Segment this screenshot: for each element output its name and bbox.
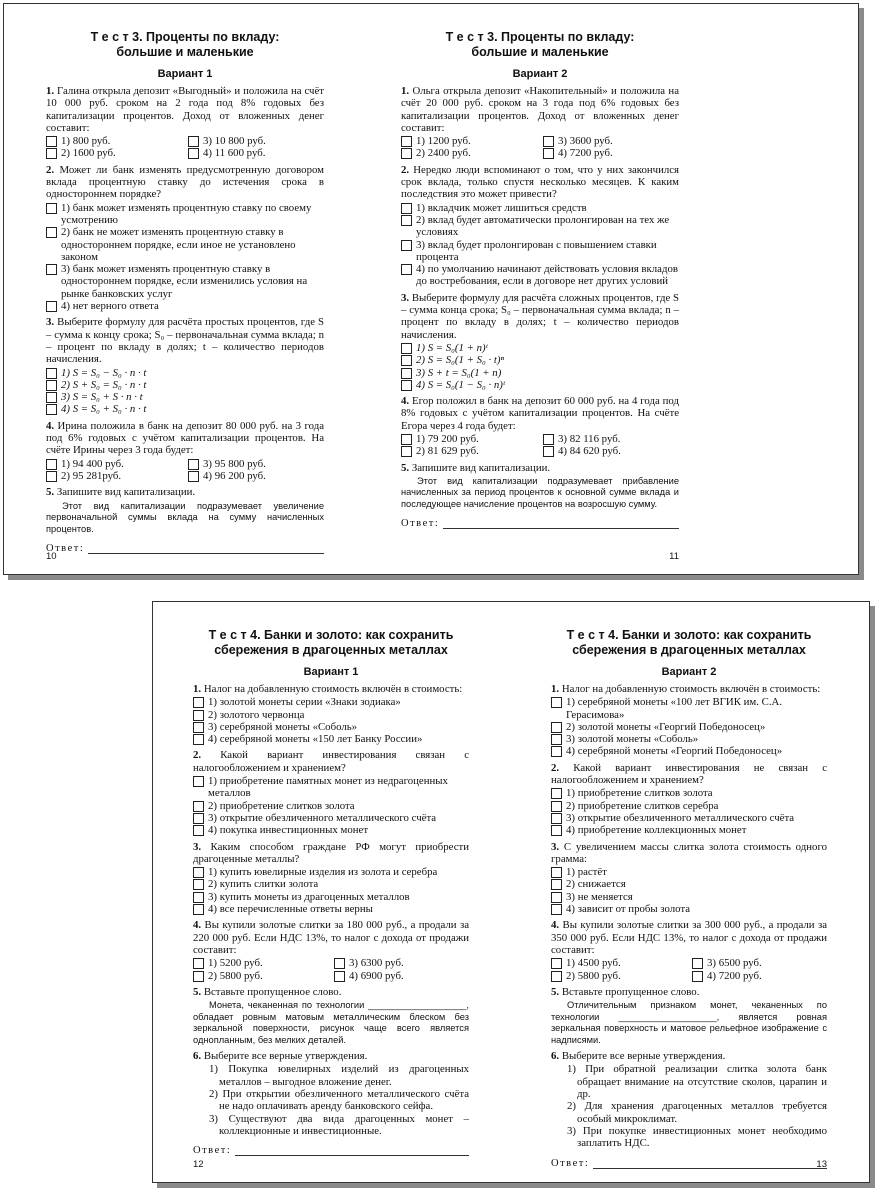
checkbox[interactable] bbox=[401, 380, 412, 391]
answer-line[interactable] bbox=[443, 518, 679, 529]
option[interactable]: 4) S = S₀(1 − S₀ · n)ᵗ bbox=[401, 379, 679, 391]
checkbox[interactable] bbox=[193, 867, 204, 878]
option[interactable]: 3) 82 116 руб. bbox=[543, 433, 679, 445]
question-2: 2. Какой вариант инвестирования связан с налогообложением и хранением? bbox=[193, 749, 469, 774]
option[interactable]: 4) 7200 руб. bbox=[543, 147, 679, 159]
option[interactable]: 1) вкладчик может лишиться средств bbox=[401, 202, 679, 214]
options-q1 bbox=[401, 135, 679, 160]
question-3: 3. Каким способом граждане РФ могут приобрести драгоценные металлы? bbox=[193, 840, 469, 865]
option[interactable]: 3) S = S₀ + S · n · t bbox=[46, 391, 324, 403]
checkbox[interactable] bbox=[551, 697, 562, 708]
option[interactable]: 1) серебряной монеты «100 лет ВГИК им. С.А. Герасимова» bbox=[551, 696, 827, 721]
question-4: 4. Ирина положила в банк на депозит 80 000 руб. на 3 года под 6% годовых с учётом капитализации процентов. На счёте Ирины через 3 года будет: bbox=[46, 419, 324, 457]
checkbox[interactable] bbox=[401, 368, 412, 379]
option[interactable]: 4) 84 620 руб. bbox=[543, 445, 679, 457]
option[interactable]: 1) растёт bbox=[551, 866, 827, 878]
option[interactable]: 1) 5200 руб. bbox=[193, 957, 328, 969]
checkbox[interactable] bbox=[193, 801, 204, 812]
checkbox[interactable] bbox=[401, 148, 412, 159]
checkbox[interactable] bbox=[46, 264, 57, 275]
option[interactable]: 3) 6500 руб. bbox=[692, 957, 827, 969]
option[interactable]: 2) золотой монеты «Георгий Победоносец» bbox=[551, 721, 827, 733]
option[interactable]: 4) нет верного ответа bbox=[46, 300, 324, 312]
checkbox[interactable] bbox=[188, 459, 199, 470]
variant-label: Вариант 2 bbox=[661, 666, 717, 678]
checkbox[interactable] bbox=[551, 788, 562, 799]
option[interactable]: 3) вклад будет пролонгирован с повышением ставки процента bbox=[401, 239, 679, 264]
option[interactable]: 4) все перечисленные ответы верны bbox=[193, 903, 469, 915]
option[interactable]: 2) S = S₀(1 + S₀ · t)ⁿ bbox=[401, 354, 679, 366]
checkbox[interactable] bbox=[401, 355, 412, 366]
statement: 1) Покупка ювелирных изделий из драгоценных металлов – выгодное вложение денег. bbox=[209, 1063, 469, 1088]
checkbox[interactable] bbox=[551, 801, 562, 812]
checkbox[interactable] bbox=[401, 215, 412, 226]
checkbox[interactable] bbox=[193, 892, 204, 903]
page-10 bbox=[46, 4, 324, 574]
option[interactable]: 1) 1200 руб. bbox=[401, 135, 537, 147]
answer-line[interactable] bbox=[88, 543, 324, 554]
option[interactable]: 4) 7200 руб. bbox=[692, 970, 827, 982]
statement: 3) При покупке инвестиционных монет необходимо заплатить НДС. bbox=[567, 1124, 827, 1150]
checkbox[interactable] bbox=[193, 879, 204, 890]
question-4: 4. Вы купили золотые слитки за 300 000 руб., а продали за 350 000 руб. Если НДС 13%, то налог с дохода от продажи составит: bbox=[551, 919, 827, 956]
option[interactable]: 2) 95 281руб. bbox=[46, 470, 182, 482]
answer-field[interactable]: Ответ: bbox=[46, 543, 324, 554]
checkbox[interactable] bbox=[46, 471, 57, 482]
question-5: 5. Вставьте пропущенное слово. bbox=[551, 985, 700, 998]
options-q4 bbox=[193, 957, 469, 982]
option[interactable]: 1) приобретение слитков золота bbox=[551, 787, 827, 799]
checkbox[interactable] bbox=[188, 148, 199, 159]
checkbox[interactable] bbox=[692, 971, 703, 982]
option[interactable]: 3) купить монеты из драгоценных металлов bbox=[193, 891, 469, 903]
checkbox[interactable] bbox=[193, 813, 204, 824]
checkbox[interactable] bbox=[334, 958, 345, 969]
option[interactable]: 3) 10 800 руб. bbox=[188, 135, 324, 147]
option[interactable]: 3) не меняется bbox=[551, 891, 827, 903]
answer-field[interactable]: Ответ: bbox=[193, 1145, 469, 1156]
checkbox[interactable] bbox=[551, 958, 562, 969]
question-5: 5. Вставьте пропущенное слово. bbox=[193, 985, 342, 998]
option[interactable]: 4) по умолчанию начинают действовать условия вкладов до востребования, если в договоре нет других условий bbox=[401, 263, 679, 288]
option[interactable]: 3) 3600 руб. bbox=[543, 135, 679, 147]
option[interactable]: 4) зависит от пробы золота bbox=[551, 903, 827, 915]
option[interactable]: 3) S + t = S₀(1 + n) bbox=[401, 367, 679, 379]
option[interactable]: 3) открытие обезличенного металлического счёта bbox=[193, 812, 469, 824]
option[interactable]: 2) S + S₀ = S₀ · n · t bbox=[46, 379, 324, 391]
checkbox[interactable] bbox=[46, 203, 57, 214]
option[interactable]: 4) S = S₀ + S₀ · n · t bbox=[46, 403, 324, 415]
page-13 bbox=[551, 602, 827, 1182]
option[interactable]: 1) банк может изменять процентную ставку по своему усмотрению bbox=[46, 202, 324, 227]
page-number: 12 bbox=[193, 1159, 204, 1170]
checkbox[interactable] bbox=[46, 148, 57, 159]
checkbox[interactable] bbox=[46, 301, 57, 312]
option[interactable]: 3) 95 800 руб. bbox=[188, 458, 324, 470]
option[interactable]: 4) приобретение коллекционных монет bbox=[551, 824, 827, 836]
option[interactable]: 1) S = S₀ − S₀ · n · t bbox=[46, 367, 324, 379]
checkbox[interactable] bbox=[193, 722, 204, 733]
option[interactable]: 1) 79 200 руб. bbox=[401, 433, 537, 445]
checkbox[interactable] bbox=[551, 904, 562, 915]
option[interactable]: 2) снижается bbox=[551, 878, 827, 890]
checkbox[interactable] bbox=[46, 459, 57, 470]
option[interactable]: 1) 4500 руб. bbox=[551, 957, 686, 969]
fill-text: Этот вид капитализации подразумевает увеличение первоначальной суммы вклада на сумму начисленных процентов. bbox=[46, 500, 324, 534]
checkbox[interactable] bbox=[401, 264, 412, 275]
test-title: Т е с т 3. Проценты по вкладу: большие и маленькие bbox=[445, 30, 635, 59]
checkbox[interactable] bbox=[401, 446, 412, 457]
question-3: 3. Выберите формулу для расчёта простых процентов, где S – сумма к концу срока; S₀ – первоначальная сумма вклада; n – процент по вкладу в долях; t – количество периодов начисления. bbox=[46, 316, 324, 366]
option[interactable]: 3) золотой монеты «Соболь» bbox=[551, 733, 827, 745]
variant-label: Вариант 1 bbox=[157, 68, 213, 80]
question-3: 3. Выберите формулу для расчёта сложных процентов, где S – сумма конца срока; S₀ – первоначальная сумма вклада; n – процент по вкладу в долях; t – количество периодов начисления. bbox=[401, 291, 679, 341]
checkbox[interactable] bbox=[193, 971, 204, 982]
checkbox[interactable] bbox=[551, 971, 562, 982]
page-number: 10 bbox=[46, 551, 57, 562]
option[interactable]: 2) банк не может изменять процентную ставку в одностороннем порядке, если иное не установлено законом bbox=[46, 226, 324, 263]
checkbox[interactable] bbox=[46, 380, 57, 391]
option[interactable]: 2) приобретение слитков золота bbox=[193, 800, 469, 812]
checkbox[interactable] bbox=[543, 148, 554, 159]
option[interactable]: 1) золотой монеты серии «Знаки зодиака» bbox=[193, 696, 469, 708]
checkbox[interactable] bbox=[193, 904, 204, 915]
question-3: 3. С увеличением массы слитка золота стоимость одного грамма: bbox=[551, 840, 828, 865]
checkbox[interactable] bbox=[46, 227, 57, 238]
question-2: 2. Нередко люди вспоминают о том, что у них закончился срок вклада, только спустя несколько месяцев. К каким последствия это может привести? bbox=[401, 163, 679, 201]
question-1: 1. Галина открыла депозит «Выгодный» и положила на счёт 10 000 руб. сроком на 2 года под 8% годовых без капитализации процентов. Доход от вложенных денег составит: bbox=[46, 85, 324, 134]
option[interactable]: 1) 94 400 руб. bbox=[46, 458, 182, 470]
question-1: 1. Налог на добавленную стоимость включён в стоимость: bbox=[551, 683, 821, 695]
test-title: Т е с т 4. Банки и золото: как сохранить сбережения в драгоценных металлах bbox=[566, 628, 812, 657]
checkbox[interactable] bbox=[692, 958, 703, 969]
option[interactable]: 4) 11 600 руб. bbox=[188, 147, 324, 159]
option[interactable]: 4) серебряной монеты «Георгий Победоносец» bbox=[551, 745, 827, 757]
question-4: 4. Вы купили золотые слитки за 180 000 руб., а продали за 220 000 руб. Если НДС 13%, то налог с дохода от продажи составит: bbox=[193, 919, 469, 956]
question-2: 2. Может ли банк изменять предусмотренную договором вклада процентную ставку до истечения срока в одностороннем порядке? bbox=[46, 163, 325, 201]
page-11 bbox=[401, 4, 679, 574]
option[interactable]: 4) серебряной монеты «150 лет Банку России» bbox=[193, 733, 469, 745]
checkbox[interactable] bbox=[551, 746, 562, 757]
checkbox[interactable] bbox=[551, 892, 562, 903]
option[interactable]: 2) 81 629 руб. bbox=[401, 445, 537, 457]
option[interactable]: 3) 6300 руб. bbox=[334, 957, 469, 969]
checkbox[interactable] bbox=[401, 203, 412, 214]
question-6: 6. Выберите все верные утверждения. bbox=[551, 1050, 726, 1063]
options-q4 bbox=[46, 458, 324, 483]
checkbox[interactable] bbox=[551, 722, 562, 733]
fill-text: Монета, чеканенная по технологии ___________________, обладает ровным матовым металлическим блеском без зеркальной поверхности, рисунок чаще всего является однопланным, без мелких деталей. bbox=[193, 1000, 469, 1045]
spread-test4 bbox=[152, 601, 870, 1183]
question-5: 5. Запишите вид капитализации. bbox=[401, 461, 551, 474]
option[interactable]: 4) 96 200 руб. bbox=[188, 470, 324, 482]
checkbox[interactable] bbox=[401, 240, 412, 251]
checkbox[interactable] bbox=[551, 734, 562, 745]
checkbox[interactable] bbox=[334, 971, 345, 982]
test-title: Т е с т 3. Проценты по вкладу: большие и маленькие bbox=[90, 30, 280, 59]
checkbox[interactable] bbox=[551, 879, 562, 890]
statement: 2) Для хранения драгоценных металлов требуется особый микроклимат. bbox=[567, 1100, 827, 1125]
option[interactable]: 2) приобретение слитков серебра bbox=[551, 800, 827, 812]
option[interactable]: 2) вклад будет автоматически пролонгирован на тех же условиях bbox=[401, 214, 679, 239]
option[interactable]: 1) приобретение памятных монет из недрагоценных металлов bbox=[193, 775, 469, 800]
statement: 1) При обратной реализации слитка золота банк обращает внимание на отсутствие сколов, царапин и др. bbox=[567, 1063, 827, 1101]
question-1: 1. Налог на добавленную стоимость включён в стоимость: bbox=[193, 683, 463, 695]
question-2: 2. Какой вариант инвестирования не связан с налогообложением и хранением? bbox=[551, 761, 827, 787]
options-q4 bbox=[551, 957, 827, 982]
option[interactable]: 2) 2400 руб. bbox=[401, 147, 537, 159]
fill-text: Отличительным признаком монет, чеканенных по технологии ___________________, является ровная зеркальная поверхность и матовое рельефное изображение с надписями. bbox=[551, 1000, 827, 1045]
checkbox[interactable] bbox=[193, 697, 204, 708]
option[interactable]: 2) купить слитки золота bbox=[193, 878, 469, 890]
question-4: 4. Егор положил в банк на депозит 60 000 руб. на 4 года под 8% годовых с учётом капитализации процентов. На счёте Егора через 4 года будет: bbox=[401, 395, 679, 432]
question-6: 6. Выберите все верные утверждения. bbox=[193, 1050, 368, 1063]
page-12 bbox=[193, 602, 469, 1182]
option[interactable]: 4) покупка инвестиционных монет bbox=[193, 824, 469, 836]
option[interactable]: 4) 6900 руб. bbox=[334, 970, 469, 982]
checkbox[interactable] bbox=[543, 136, 554, 147]
options-q1 bbox=[46, 135, 324, 160]
option[interactable]: 2) 1600 руб. bbox=[46, 147, 182, 159]
statement: 2) При открытии обезличенного металлического счёта не надо оплачивать аренду банковского сейфа. bbox=[209, 1088, 469, 1113]
checkbox[interactable] bbox=[551, 867, 562, 878]
checkbox[interactable] bbox=[401, 343, 412, 354]
option[interactable]: 1) S = S₀(1 + n)ᵗ bbox=[401, 342, 679, 354]
checkbox[interactable] bbox=[401, 136, 412, 147]
checkbox[interactable] bbox=[46, 368, 57, 379]
checkbox[interactable] bbox=[188, 136, 199, 147]
checkbox[interactable] bbox=[46, 404, 57, 415]
checkbox[interactable] bbox=[543, 434, 554, 445]
page-number: 13 bbox=[816, 1159, 827, 1170]
test-title: Т е с т 4. Банки и золото: как сохранить сбережения в драгоценных металлах bbox=[208, 628, 454, 657]
option[interactable]: 1) купить ювелирные изделия из золота и серебра bbox=[193, 866, 469, 878]
option[interactable]: 2) 5800 руб. bbox=[551, 970, 686, 982]
checkbox[interactable] bbox=[193, 958, 204, 969]
question-5: 5. Запишите вид капитализации. bbox=[46, 486, 196, 499]
options-q4 bbox=[401, 433, 679, 458]
answer-field[interactable]: Ответ: bbox=[551, 1158, 827, 1169]
page-number: 11 bbox=[669, 551, 679, 562]
statement: 3) Существуют два вида драгоценных монет – коллекционные и инвестиционные. bbox=[209, 1112, 469, 1137]
variant-label: Вариант 2 bbox=[512, 68, 568, 80]
spread-test3 bbox=[3, 3, 859, 575]
checkbox[interactable] bbox=[46, 136, 57, 147]
variant-label: Вариант 1 bbox=[303, 666, 359, 678]
checkbox[interactable] bbox=[46, 392, 57, 403]
answer-line[interactable] bbox=[235, 1145, 469, 1156]
checkbox[interactable] bbox=[193, 710, 204, 721]
checkbox[interactable] bbox=[551, 825, 562, 836]
option[interactable]: 3) банк может изменять процентную ставку в одностороннем порядке, если изменились условия на рынке банковских услуг bbox=[46, 263, 324, 300]
option[interactable]: 2) 5800 руб. bbox=[193, 970, 328, 982]
question-1: 1. Ольга открыла депозит «Накопительный» и положила на счёт 20 000 руб. сроком на 3 года под 6% годовых без капитализации процентов. Доход от вложенных денег составит: bbox=[401, 85, 679, 134]
fill-text: Этот вид капитализации подразумевает прибавление начисленных за период процентов к основной сумме вклада и последующее начисление процентов на возросшую сумму. bbox=[401, 475, 679, 509]
answer-field[interactable]: Ответ: bbox=[401, 518, 679, 529]
answer-line[interactable] bbox=[593, 1158, 827, 1169]
checkbox[interactable] bbox=[551, 813, 562, 824]
checkbox[interactable] bbox=[401, 434, 412, 445]
option[interactable]: 1) 800 руб. bbox=[46, 135, 182, 147]
checkbox[interactable] bbox=[193, 776, 204, 787]
checkbox[interactable] bbox=[193, 825, 204, 836]
option[interactable]: 3) открытие обезличенного металлического счёта bbox=[551, 812, 827, 824]
option[interactable]: 2) золотого червонца bbox=[193, 709, 469, 721]
checkbox[interactable] bbox=[188, 471, 199, 482]
checkbox[interactable] bbox=[193, 734, 204, 745]
option[interactable]: 3) серебряной монеты «Соболь» bbox=[193, 721, 469, 733]
checkbox[interactable] bbox=[543, 446, 554, 457]
